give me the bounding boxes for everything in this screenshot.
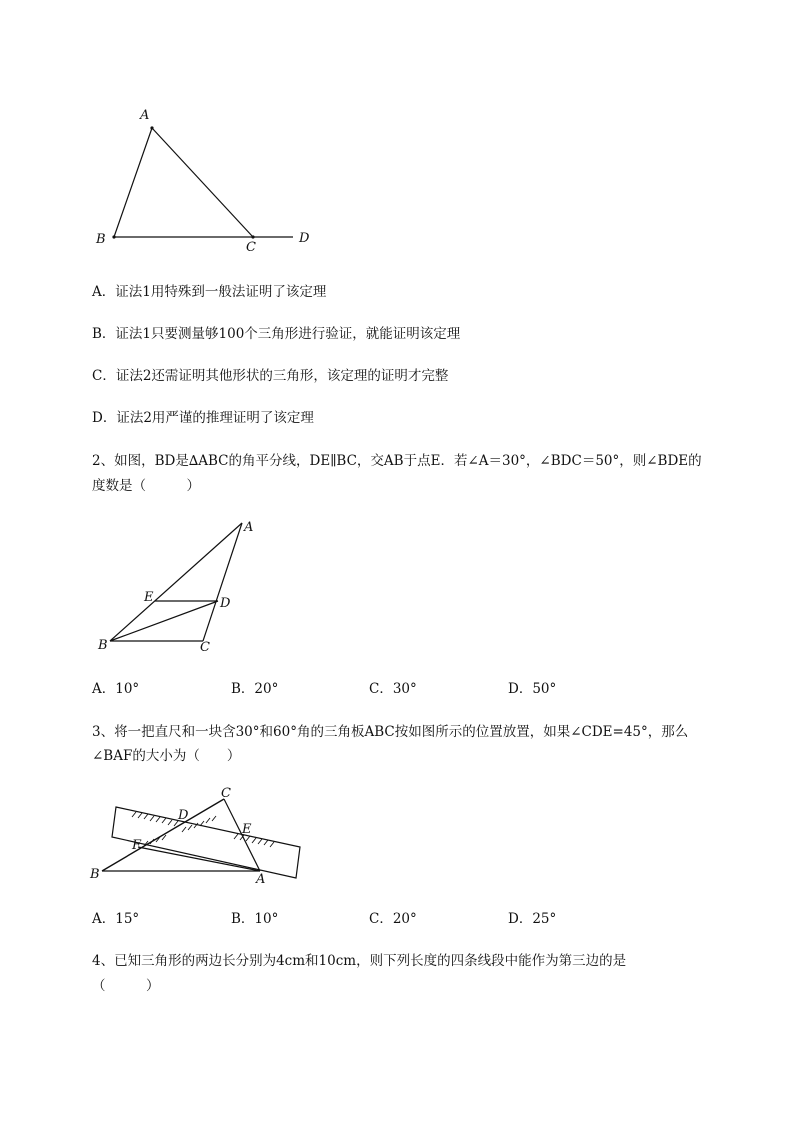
- q1-option-d[interactable]: D．证法2用严谨的推理证明了该定理: [92, 410, 314, 426]
- label-b: B: [90, 867, 100, 882]
- label-c: C: [246, 240, 256, 255]
- segment-bd: [110, 601, 218, 641]
- ruler-hatching: [132, 812, 274, 847]
- q3-option-d[interactable]: D．25°: [508, 911, 557, 927]
- label-c: C: [200, 640, 210, 655]
- q3-option-c[interactable]: C．20°: [369, 911, 417, 927]
- label-e: E: [242, 822, 252, 837]
- label-d: D: [220, 596, 231, 611]
- label-d: D: [299, 231, 310, 246]
- q2-option-a[interactable]: A．10°: [92, 681, 140, 697]
- segment-ac: [152, 128, 253, 237]
- label-e: E: [144, 590, 154, 605]
- q1-option-b[interactable]: B．证法1只要测量够100个三角形进行验证，就能证明该定理: [92, 326, 461, 342]
- segment-ab: [114, 128, 152, 237]
- figure-triangle-abc-extended: [90, 100, 330, 260]
- q2-question-line2: 度数是（ ）: [92, 478, 200, 494]
- q4-question-line1: 4、已知三角形的两边长分别为4cm和10cm，则下列长度的四条线段中能作为第三边的是: [92, 953, 627, 969]
- q3-question-line2: ∠BAF的大小为（ ）: [92, 748, 241, 764]
- point-a: [150, 126, 153, 129]
- q3-question-line1: 3、将一把直尺和一块含30°和60°角的三角板ABC按如图所示的位置放置，如果∠CDE=45°，那么: [92, 724, 689, 740]
- label-b: B: [98, 638, 108, 653]
- q3-option-a[interactable]: A．15°: [92, 911, 140, 927]
- q2-option-b[interactable]: B．20°: [231, 681, 279, 697]
- point-b: [112, 235, 115, 238]
- q1-option-c[interactable]: C．证法2还需证明其他形状的三角形，该定理的证明才完整: [92, 368, 449, 384]
- label-a: A: [244, 520, 254, 535]
- q2-question-line1: 2、如图，BD是∆ABC的角平分线，DE∥BC，交AB于点E．若∠A＝30°，∠BDC＝50°，则∠BDE的: [92, 453, 702, 469]
- label-a: A: [140, 108, 150, 123]
- q3-option-b[interactable]: B．10°: [231, 911, 279, 927]
- q2-option-d[interactable]: D．50°: [508, 681, 557, 697]
- q2-option-c[interactable]: C．30°: [369, 681, 417, 697]
- segment-af: [138, 847, 260, 871]
- label-d: D: [178, 808, 189, 823]
- label-a: A: [256, 872, 266, 885]
- point-c: [251, 235, 254, 238]
- figure-q3-ruler-triangle: [88, 785, 308, 885]
- label-b: B: [96, 232, 106, 247]
- q4-question-line2: （ ）: [92, 978, 160, 994]
- figure-q2: [92, 515, 262, 655]
- label-f: F: [132, 838, 142, 853]
- label-c: C: [221, 786, 231, 801]
- q1-option-a[interactable]: A．证法1用特殊到一般法证明了该定理: [92, 284, 327, 300]
